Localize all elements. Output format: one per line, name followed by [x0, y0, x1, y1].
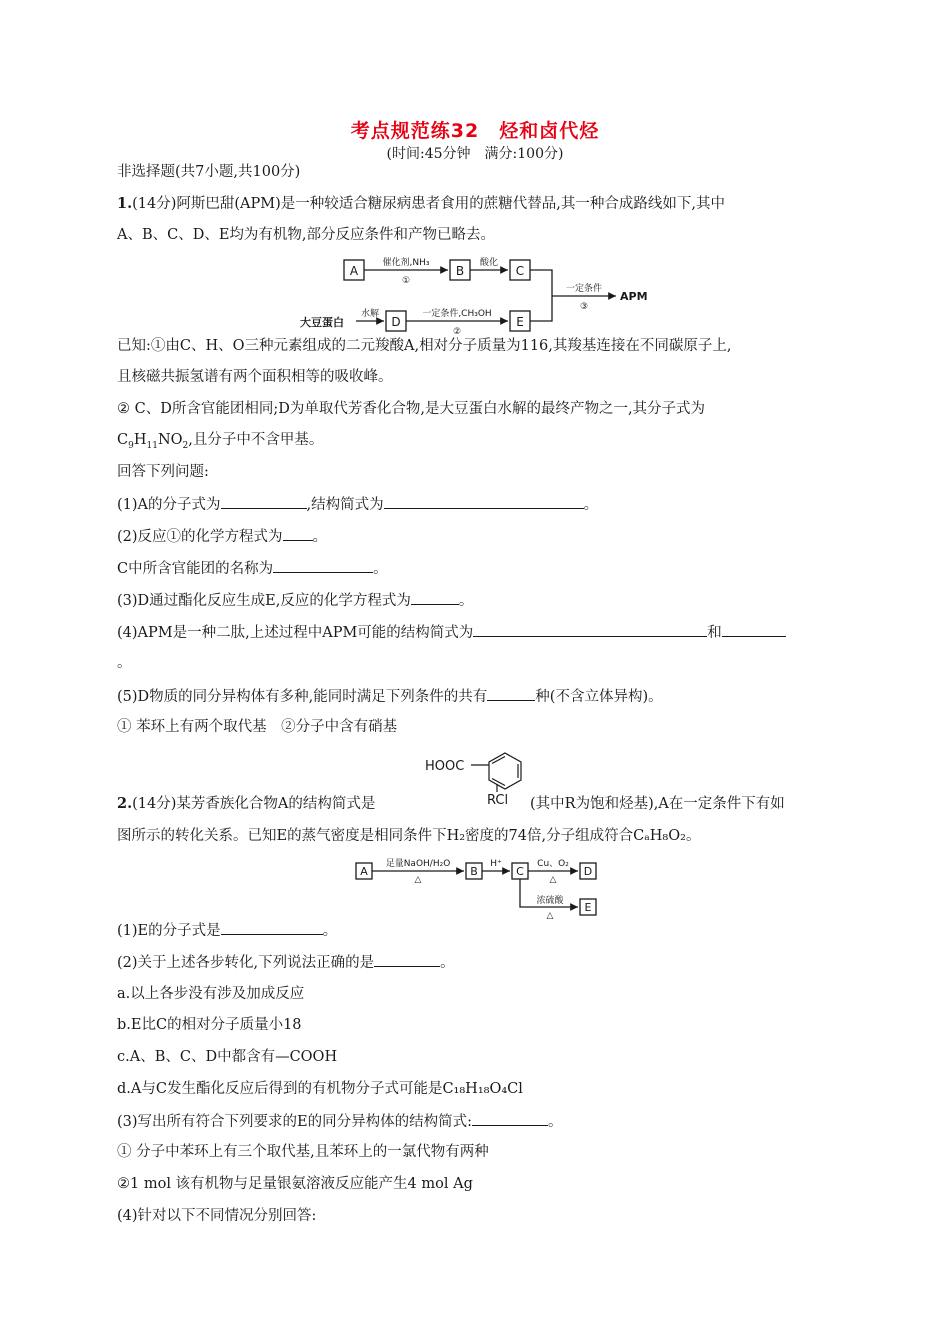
q2-arrow4-bottom: △ — [546, 911, 554, 920]
q2-arrow3-bottom: △ — [549, 875, 557, 885]
q2-option-b: b.E比C的相对分子质量小18 — [117, 1017, 302, 1033]
q1-arrow-bc-label: 酸化 — [479, 258, 499, 268]
q2-part1: (1)E的分子式是 。 — [117, 920, 337, 941]
q2-struct-rcl: RCl — [487, 793, 509, 806]
q2-option-c: c.A、B、C、D中都含有—COOH — [117, 1049, 338, 1065]
q1-label-b: B — [455, 264, 465, 278]
q1-part1: (1)A的分子式为 ,结构简式为 。 — [117, 494, 598, 515]
q1-synthesis-diagram — [298, 252, 678, 336]
q1-answer-intro: 回答下列问题: — [117, 464, 209, 480]
q2-arrow4-top: 浓硫酸 — [536, 896, 564, 906]
q1-part1-blank-formula[interactable] — [221, 494, 307, 509]
q2-conversion-diagram — [352, 852, 602, 920]
q2-number: 2. — [117, 795, 133, 812]
q1-arrow-dh-label: 水解 — [360, 309, 380, 319]
q2-arrow1-top: 足量NaOH/H₂O — [385, 859, 451, 869]
q2-arrow3-top: Cu、O₂ — [537, 859, 569, 869]
q2-part2-blank[interactable] — [374, 952, 440, 967]
q2-label-a: A — [360, 865, 368, 878]
q2-option-d: d.A与C发生酯化反应后得到的有机物分子式可能是C₁₈H₁₈O₄Cl — [117, 1081, 523, 1097]
q1-intro-line2: A、B、C、D、E均为有机物,部分反应条件和产物已略去。 — [117, 227, 496, 243]
q2-label-d: D — [583, 865, 593, 878]
q2-part1-blank[interactable] — [221, 920, 323, 935]
q1-label-soy: 大豆蛋白 — [300, 316, 344, 329]
q1-known-line1: 已知:①由C、H、O三种元素组成的二元羧酸A,相对分子质量为116,其羧基连接在不同碳原子上, — [117, 338, 732, 354]
q1-label-apm: APM — [620, 290, 648, 303]
q2-structure-benzene — [425, 748, 535, 806]
q1-part5-conditions: ① 苯环上有两个取代基 ②分子中含有硝基 — [117, 719, 398, 735]
q1-part4: (4)APM是一种二肽,上述过程中APM可能的结构简式为 和 — [117, 622, 786, 643]
q1-known-line3: ② C、D所含官能团相同;D为单取代芳香化合物,是大豆蛋白水解的最终产物之一,其分子式为 — [117, 401, 706, 417]
q1-arrow3-top: 一定条件 — [565, 284, 603, 294]
q1-intro-line1: 1.(14分)阿斯巴甜(APM)是一种较适合糖尿病患者食用的蔗糖代替品,其一种合成路线如下,其中 — [117, 195, 726, 212]
q2-struct-hooc: HOOC — [425, 759, 465, 774]
q1-part2: (2)反应①的化学方程式为 。 — [117, 526, 327, 547]
q2-arrow2-top: H⁺ — [490, 859, 502, 869]
q1-part3: (3)D通过酯化反应生成E,反应的化学方程式为 。 — [117, 590, 473, 611]
q2-part3-condition1: ① 分子中苯环上有三个取代基,且苯环上的一氯代物有两种 — [117, 1144, 489, 1160]
q1-known-line2: 且核磁共振氢谱有两个面积相等的吸收峰。 — [117, 369, 393, 385]
q2-label-c: C — [516, 865, 524, 878]
page-title: 考点规范练32 烃和卤代烃 — [350, 120, 600, 142]
q1-arrow2-top: 一定条件,CH₃OH — [422, 309, 492, 319]
q2-intro-line1b: (其中R为饱和烃基),A在一定条件下有如 — [530, 796, 785, 812]
q2-part3: (3)写出所有符合下列要求的E的同分异构体的结构简式: 。 — [117, 1111, 563, 1132]
q1-arrow1-top: 催化剂,NH₃ — [382, 258, 430, 268]
q2-part2: (2)关于上述各步转化,下列说法正确的是 。 — [117, 952, 455, 973]
q1-part3-blank[interactable] — [411, 590, 459, 605]
q2-part4: (4)针对以下不同情况分别回答: — [117, 1208, 317, 1224]
q2-intro-line2: 图所示的转化关系。已知E的蒸气密度是相同条件下H₂密度的74倍,分子组成符合CₐH₈O₂。 — [117, 828, 701, 844]
q2-part3-condition2: ②1 mol 该有机物与足量银氨溶液反应能产生4 mol Ag — [117, 1176, 473, 1192]
q1-number: 1. — [117, 195, 133, 212]
q1-part2c: C中所含官能团的名称为 。 — [117, 558, 388, 579]
q1-part5-blank[interactable] — [487, 686, 535, 701]
q1-label-d: D — [391, 315, 401, 329]
q1-part4-blank-1[interactable] — [473, 622, 707, 637]
q1-arrow3-bottom: ③ — [579, 302, 589, 312]
q1-label-c: C — [515, 264, 525, 278]
page-subtitle: (时间:45分钟 满分:100分) — [386, 146, 564, 162]
q1-arrow2-bottom: ② — [452, 327, 462, 336]
q1-part5: (5)D物质的同分异构体有多种,能同时满足下列条件的共有 种(不含立体异构)。 — [117, 686, 663, 707]
q2-option-a: a.以上各步没有涉及加成反应 — [117, 986, 305, 1002]
q1-part4-end: 。 — [117, 655, 132, 671]
q2-label-b: B — [470, 865, 478, 878]
q1-label-e: E — [516, 315, 524, 329]
q1-label-a: A — [349, 264, 359, 278]
q2-intro-line1a: 2.(14分)某芳香族化合物A的结构简式是 — [117, 795, 376, 812]
q2-part3-blank[interactable] — [472, 1111, 548, 1126]
q1-part2c-blank[interactable] — [273, 558, 373, 573]
q2-arrow1-bottom: △ — [414, 875, 422, 885]
q2-label-e: E — [584, 901, 592, 914]
q1-part1-blank-structure[interactable] — [384, 494, 584, 509]
q1-part2-blank[interactable] — [283, 526, 313, 541]
section-title: 非选择题(共7小题,共100分) — [117, 164, 301, 180]
q1-part4-blank-2[interactable] — [722, 622, 786, 637]
q1-known-line4: $C_9H_{11}NO_2$,且分子中不含甲基。 — [117, 432, 324, 451]
q1-arrow1-bottom: ① — [401, 276, 411, 286]
